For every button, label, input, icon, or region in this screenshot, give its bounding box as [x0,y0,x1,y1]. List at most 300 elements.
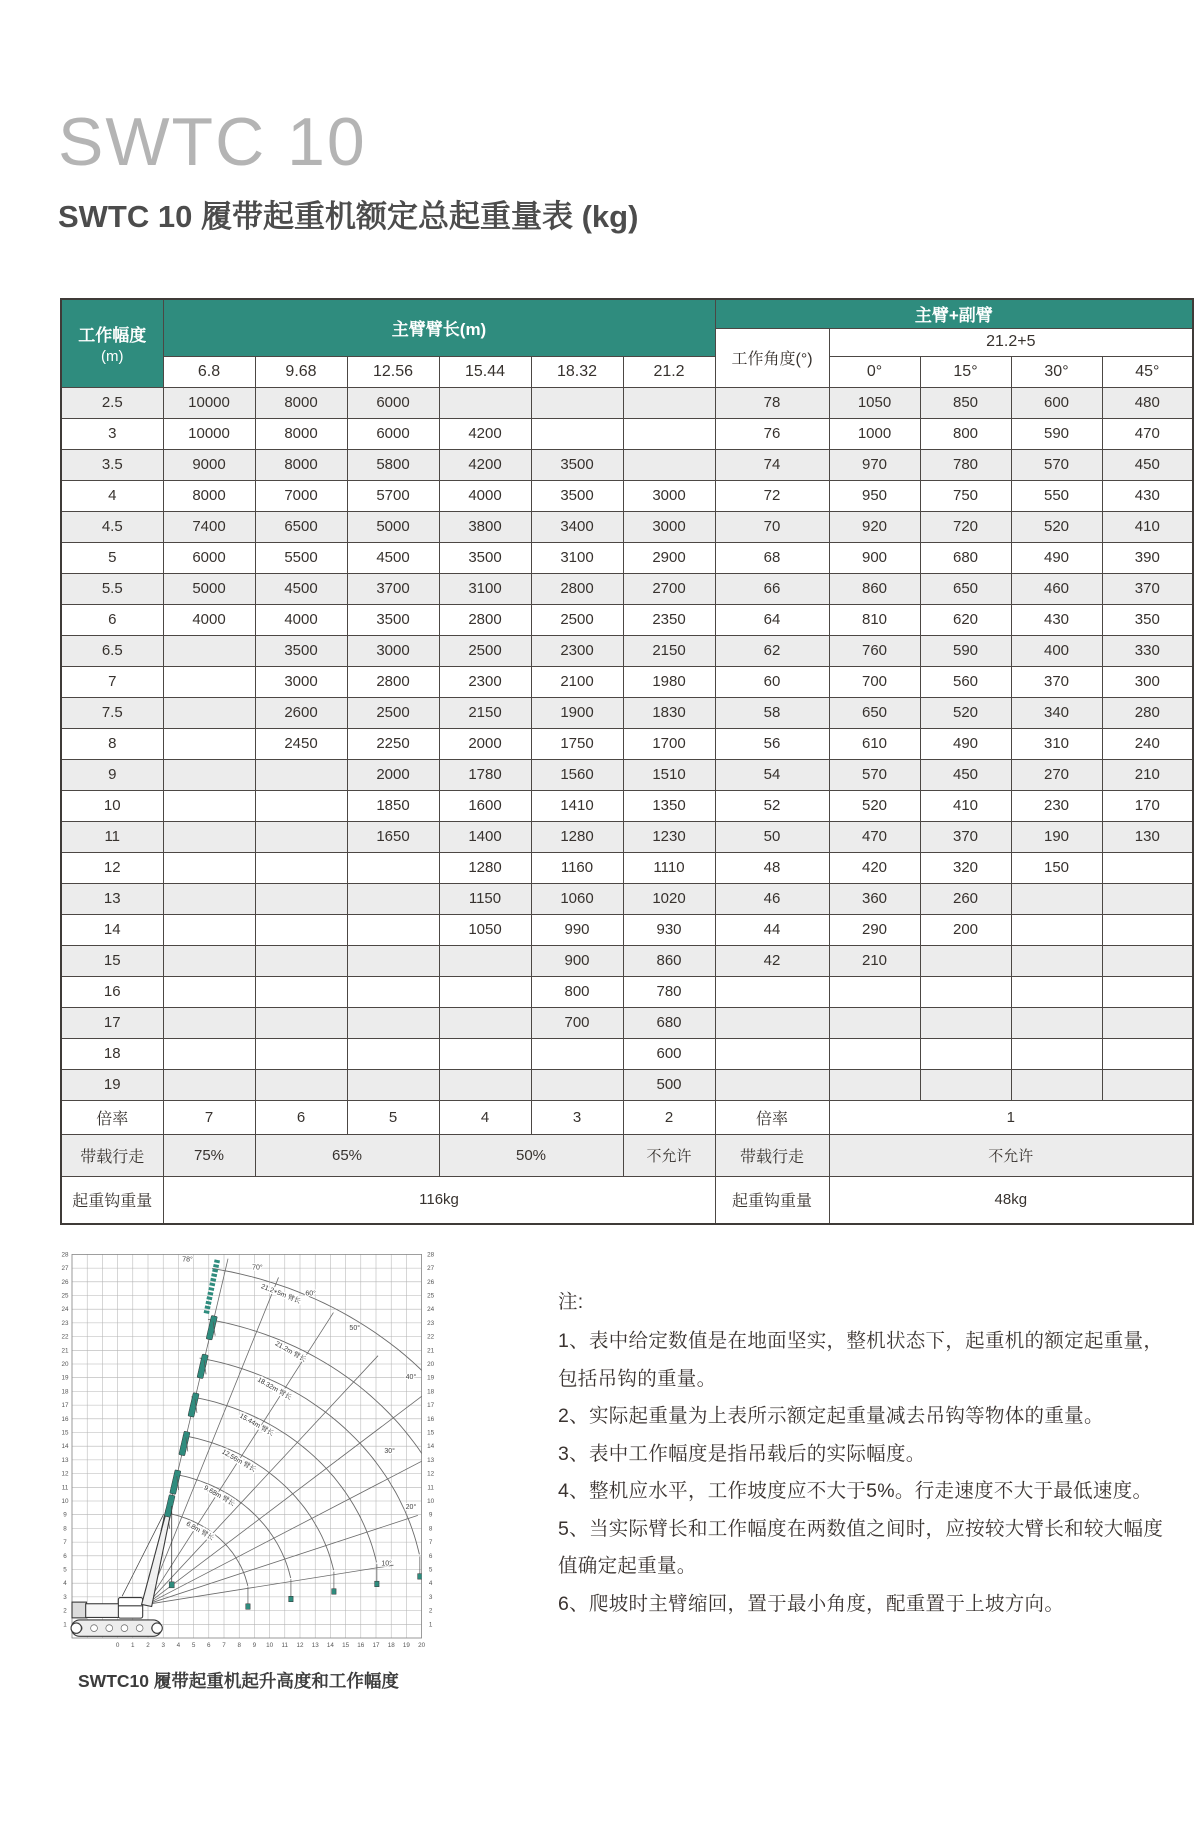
svg-text:24: 24 [61,1306,69,1314]
jib-capacity-cell: 450 [1102,449,1193,480]
svg-text:4: 4 [176,1642,181,1649]
jib-capacity-cell: 420 [829,852,920,883]
page-title: SWTC 10 [58,104,367,180]
svg-text:25: 25 [61,1292,69,1300]
svg-text:27: 27 [427,1265,435,1273]
svg-text:13: 13 [427,1456,435,1464]
jib-capacity-cell: 350 [1102,604,1193,635]
svg-text:12.56m 臂长: 12.56m 臂长 [220,1448,257,1474]
jib-capacity-cell: 260 [920,883,1011,914]
main-capacity-cell [163,728,255,759]
boom-length-header: 12.56 [347,356,439,387]
svg-text:21: 21 [61,1347,69,1355]
main-ratio-cell: 5 [347,1100,439,1134]
main-capacity-cell: 4500 [255,573,347,604]
main-capacity-cell: 2800 [347,666,439,697]
main-capacity-cell: 2000 [347,759,439,790]
notes-list [558,1323,1172,1623]
jib-capacity-cell [1102,1069,1193,1100]
main-capacity-cell [255,1038,347,1069]
jib-capacity-cell: 600 [1011,387,1102,418]
main-capacity-cell [255,945,347,976]
main-capacity-cell: 2000 [439,728,531,759]
svg-text:3: 3 [161,1642,165,1649]
main-capacity-cell [255,1007,347,1038]
main-capacity-cell: 1830 [623,697,715,728]
radius-cell: 3 [61,418,163,449]
jib-capacity-cell: 210 [829,945,920,976]
main-capacity-cell: 6000 [347,387,439,418]
svg-text:17: 17 [427,1402,435,1410]
main-capacity-cell [255,883,347,914]
svg-text:3: 3 [63,1593,67,1601]
main-capacity-cell: 900 [531,945,623,976]
main-travel-cell: 50% [439,1134,623,1176]
main-capacity-cell: 4200 [439,418,531,449]
svg-text:19: 19 [61,1374,69,1382]
main-capacity-cell [347,1038,439,1069]
main-capacity-cell: 3000 [623,511,715,542]
svg-text:4: 4 [428,1580,433,1588]
angle-cell: 44 [715,914,829,945]
main-capacity-cell [255,790,347,821]
radius-header [61,299,163,387]
jib-capacity-cell: 370 [1102,573,1193,604]
range-diagram [56,1248,476,1664]
radius-header-label: 工作幅度 [78,326,147,346]
radius-header-unit: (m) [101,348,124,366]
radius-cell: 3.5 [61,449,163,480]
svg-text:20: 20 [61,1361,69,1368]
svg-text:23: 23 [427,1319,435,1327]
main-capacity-cell [255,976,347,1007]
angle-cell: 74 [715,449,829,480]
radius-cell: 5 [61,542,163,573]
hook-weight-label: 起重钩重量 [715,1176,829,1224]
main-ratio-cell: 2 [623,1100,715,1134]
jib-capacity-cell: 280 [1102,697,1193,728]
svg-text:70°: 70° [252,1264,263,1272]
main-capacity-cell: 2150 [623,635,715,666]
main-travel-cell: 不允许 [623,1134,715,1176]
main-capacity-cell: 1020 [623,883,715,914]
table-row [61,635,1193,666]
svg-text:10: 10 [427,1498,435,1505]
radius-cell: 14 [61,914,163,945]
main-capacity-cell [163,759,255,790]
main-capacity-cell [347,914,439,945]
jib-capacity-cell: 520 [1011,511,1102,542]
svg-text:1: 1 [131,1642,135,1649]
jib-capacity-cell: 650 [829,697,920,728]
jib-capacity-cell: 520 [920,697,1011,728]
main-travel-cell: 75% [163,1134,255,1176]
jib-capacity-cell [1102,852,1193,883]
main-capacity-cell: 3100 [439,573,531,604]
svg-text:28: 28 [61,1251,69,1259]
main-capacity-cell [347,976,439,1007]
main-capacity-cell: 4000 [439,480,531,511]
jib-capacity-cell [1102,883,1193,914]
radius-cell: 8 [61,728,163,759]
main-capacity-cell [439,1038,531,1069]
main-capacity-cell: 2500 [531,604,623,635]
main-capacity-cell: 7400 [163,511,255,542]
svg-text:18: 18 [387,1642,395,1649]
jib-capacity-cell [920,945,1011,976]
svg-text:30°: 30° [384,1448,395,1456]
main-capacity-cell: 1060 [531,883,623,914]
angle-cell: 62 [715,635,829,666]
radius-cell: 6.5 [61,635,163,666]
jib-capacity-cell: 430 [1102,480,1193,511]
svg-text:15.44m 臂长: 15.44m 臂长 [238,1412,275,1438]
svg-text:5: 5 [428,1566,433,1574]
hook-weight-row [61,1176,1193,1224]
main-capacity-cell [439,1007,531,1038]
jib-capacity-cell [829,1038,920,1069]
svg-text:11: 11 [427,1484,434,1492]
svg-text:5: 5 [63,1566,67,1574]
main-capacity-cell: 1850 [347,790,439,821]
main-capacity-cell: 3500 [531,480,623,511]
main-capacity-cell [347,1007,439,1038]
svg-text:12: 12 [61,1470,69,1478]
jib-capacity-cell [829,1007,920,1038]
jib-capacity-cell [1011,914,1102,945]
jib-lattice [206,1258,217,1313]
boom-length-header: 21.2 [623,356,715,387]
main-capacity-cell [163,852,255,883]
note-item: 4、整机应水平，工作坡度应不大于5%。行走速度不大于最低速度。 [558,1480,1153,1503]
jib-capacity-cell: 400 [1011,635,1102,666]
jib-capacity-cell: 210 [1102,759,1193,790]
svg-text:6: 6 [207,1642,211,1649]
main-capacity-cell: 8000 [255,387,347,418]
svg-text:2: 2 [63,1607,67,1615]
angle-cell: 76 [715,418,829,449]
angle-cell: 48 [715,852,829,883]
main-capacity-cell: 2250 [347,728,439,759]
main-capacity-cell: 2300 [531,635,623,666]
jib-capacity-cell: 330 [1102,635,1193,666]
jib-capacity-cell: 240 [1102,728,1193,759]
boom-angle-lines [146,1259,425,1605]
svg-text:40°: 40° [405,1374,417,1382]
jib-capacity-cell: 340 [1011,697,1102,728]
main-capacity-cell: 3400 [531,511,623,542]
svg-text:10: 10 [61,1498,69,1505]
radius-cell: 7.5 [61,697,163,728]
svg-text:16: 16 [357,1642,365,1649]
main-capacity-cell: 6000 [347,418,439,449]
jib-capacity-cell: 860 [829,573,920,604]
diagram-grid [72,1254,422,1638]
table-row [61,604,1193,635]
svg-text:6: 6 [63,1552,67,1560]
jib-capacity-cell: 430 [1011,604,1102,635]
main-capacity-cell [163,914,255,945]
main-capacity-cell: 1560 [531,759,623,790]
main-capacity-cell: 4000 [255,604,347,635]
jib-capacity-cell: 470 [829,821,920,852]
jib-capacity-cell [1011,883,1102,914]
svg-text:0: 0 [115,1642,120,1649]
main-capacity-cell [163,1069,255,1100]
main-capacity-cell [163,1038,255,1069]
main-capacity-cell [531,1038,623,1069]
jib-capacity-cell [1102,976,1193,1007]
table-row [61,449,1193,480]
main-capacity-cell: 500 [623,1069,715,1100]
main-ratio-cell: 4 [439,1100,531,1134]
capacity-table-body [61,387,1193,1224]
main-capacity-cell [163,635,255,666]
jib-capacity-cell: 850 [920,387,1011,418]
jib-capacity-cell: 450 [920,759,1011,790]
main-capacity-cell: 3500 [255,635,347,666]
main-capacity-cell: 2300 [439,666,531,697]
table-row [61,914,1193,945]
jib-travel-cell: 不允许 [829,1134,1193,1176]
radius-cell: 17 [61,1007,163,1038]
header-row-1 [61,299,1193,328]
jib-capacity-cell [1102,914,1193,945]
jib-capacity-cell: 520 [829,790,920,821]
angle-cell [715,976,829,1007]
main-capacity-cell: 3500 [347,604,439,635]
svg-text:7: 7 [222,1642,226,1649]
header-row-3 [61,356,1193,387]
jib-capacity-cell: 200 [920,914,1011,945]
main-capacity-cell: 1750 [531,728,623,759]
angle-cell: 46 [715,883,829,914]
main-capacity-cell: 1050 [439,914,531,945]
main-capacity-cell: 3000 [255,666,347,697]
note-item: 2、实际起重量为上表所示额定起重量减去吊钩等物体的重量。 [558,1405,1104,1428]
jib-capacity-cell: 560 [920,666,1011,697]
svg-text:21.2+5m 臂长: 21.2+5m 臂长 [259,1283,302,1306]
svg-text:16: 16 [61,1415,69,1423]
main-capacity-cell [163,697,255,728]
table-row [61,573,1193,604]
main-capacity-cell [255,821,347,852]
main-capacity-cell: 1600 [439,790,531,821]
svg-text:2: 2 [428,1607,433,1615]
jib-capacity-cell: 680 [920,542,1011,573]
main-capacity-cell [255,852,347,883]
main-capacity-cell: 1150 [439,883,531,914]
jib-capacity-cell: 620 [920,604,1011,635]
main-capacity-cell: 5500 [255,542,347,573]
main-capacity-cell: 8000 [255,449,347,480]
svg-text:26: 26 [61,1278,69,1286]
main-ratio-cell: 6 [255,1100,347,1134]
angle-cell: 60 [715,666,829,697]
main-capacity-cell: 930 [623,914,715,945]
table-row [61,697,1193,728]
svg-text:23: 23 [61,1319,69,1327]
main-capacity-cell: 8000 [255,418,347,449]
svg-text:5: 5 [191,1642,196,1649]
main-capacity-cell: 3800 [439,511,531,542]
table-row [61,976,1193,1007]
jib-capacity-cell: 360 [829,883,920,914]
jib-capacity-cell: 410 [1102,511,1193,542]
main-capacity-cell: 6000 [163,542,255,573]
boom-length-header: 15.44 [439,356,531,387]
svg-text:19: 19 [402,1642,410,1649]
main-capacity-cell: 1780 [439,759,531,790]
jib-capacity-cell [829,976,920,1007]
radius-cell: 18 [61,1038,163,1069]
angle-cell: 54 [715,759,829,790]
svg-text:6.8m 臂长: 6.8m 臂长 [184,1520,215,1542]
diagram-caption: SWTC10 履带起重机起升高度和工作幅度 [78,1671,399,1691]
svg-text:6: 6 [428,1552,433,1560]
main-capacity-cell [255,914,347,945]
svg-text:25: 25 [427,1292,435,1300]
svg-text:20°: 20° [405,1504,417,1512]
main-capacity-cell: 1350 [623,790,715,821]
svg-text:28: 28 [427,1251,435,1259]
svg-text:11: 11 [61,1484,69,1492]
main-capacity-cell: 3000 [623,480,715,511]
jib-capacity-cell [920,1007,1011,1038]
jib-capacity-cell: 170 [1102,790,1193,821]
main-capacity-cell: 4500 [347,542,439,573]
jib-capacity-cell: 150 [1011,852,1102,883]
main-capacity-cell: 3700 [347,573,439,604]
main-capacity-cell: 3500 [531,449,623,480]
radius-cell: 15 [61,945,163,976]
jib-capacity-cell: 490 [1011,542,1102,573]
angle-cell [715,1038,829,1069]
jib-capacity-cell: 920 [829,511,920,542]
angle-cell: 52 [715,790,829,821]
main-capacity-cell [163,976,255,1007]
svg-text:17: 17 [372,1642,380,1649]
table-row [61,759,1193,790]
table-title: SWTC 10 履带起重机额定总起重量表 (kg) [58,199,639,234]
jib-capacity-cell: 570 [829,759,920,790]
main-capacity-cell: 1400 [439,821,531,852]
main-capacity-cell [439,945,531,976]
jib-capacity-cell: 780 [920,449,1011,480]
table-row [61,852,1193,883]
main-capacity-cell [623,449,715,480]
angle-cell [715,1007,829,1038]
jib-capacity-cell: 800 [920,418,1011,449]
main-capacity-cell: 860 [623,945,715,976]
note-item: 1、表中给定数值是在地面坚实，整机状态下，起重机的额定起重量，包括吊钩的重量。 [558,1330,1164,1390]
radius-cell: 5.5 [61,573,163,604]
svg-text:9: 9 [63,1511,67,1519]
radius-cell: 10 [61,790,163,821]
svg-text:10°: 10° [381,1560,392,1568]
main-capacity-cell: 2900 [623,542,715,573]
ratio-row [61,1100,1193,1134]
angle-cell: 56 [715,728,829,759]
jib-capacity-cell: 130 [1102,821,1193,852]
table-row [61,728,1193,759]
svg-text:22: 22 [61,1333,69,1341]
jib-capacity-cell: 1000 [829,418,920,449]
svg-text:24: 24 [427,1306,435,1314]
jib-capacity-cell: 460 [1011,573,1102,604]
main-capacity-cell [163,883,255,914]
jib-capacity-cell: 550 [1011,480,1102,511]
main-capacity-cell: 1280 [439,852,531,883]
jib-capacity-cell [920,976,1011,1007]
travel-label: 带载行走 [61,1134,163,1176]
svg-text:11: 11 [281,1642,289,1649]
table-row [61,1069,1193,1100]
jib-angle-header: 15° [920,356,1011,387]
svg-text:17: 17 [61,1402,69,1410]
svg-text:26: 26 [427,1278,435,1286]
angle-cell: 58 [715,697,829,728]
main-capacity-cell: 4000 [163,604,255,635]
main-capacity-cell: 1650 [347,821,439,852]
note-item: 5、当实际臂长和工作幅度在两数值之间时，应按较大臂长和较大幅度值确定起重量。 [558,1517,1164,1578]
main-ratio-cell: 3 [531,1100,623,1134]
main-capacity-cell: 1110 [623,852,715,883]
main-capacity-cell [347,852,439,883]
notes-title: 注: [558,1291,584,1313]
jib-capacity-cell: 1050 [829,387,920,418]
main-capacity-cell: 1280 [531,821,623,852]
svg-text:13: 13 [311,1642,319,1649]
svg-text:10: 10 [266,1642,274,1649]
svg-text:9: 9 [252,1642,257,1649]
jib-capacity-cell: 390 [1102,542,1193,573]
main-capacity-cell: 700 [531,1007,623,1038]
boom-length-header: 9.68 [255,356,347,387]
jib-capacity-cell: 490 [920,728,1011,759]
svg-text:1: 1 [428,1621,433,1629]
jib-capacity-cell: 590 [1011,418,1102,449]
note-item: 6、爬坡时主臂缩回，置于最小角度，配重置于上坡方向。 [558,1592,1065,1615]
capacity-table-head [61,299,1193,387]
main-capacity-cell [255,759,347,790]
jib-capacity-cell: 320 [920,852,1011,883]
notes-section [558,1284,1172,1623]
main-capacity-cell [163,821,255,852]
jib-capacity-cell [1011,1007,1102,1038]
main-capacity-cell: 5000 [163,573,255,604]
svg-text:9.68m 臂长: 9.68m 臂长 [202,1484,236,1508]
jib-hook-weight-cell: 48kg [829,1176,1193,1224]
angle-cell: 70 [715,511,829,542]
svg-text:8: 8 [428,1525,433,1533]
svg-text:18.32m 臂长: 18.32m 臂长 [255,1376,293,1402]
main-capacity-cell [623,387,715,418]
jib-capacity-cell [1102,1007,1193,1038]
jib-angle-header: 30° [1011,356,1102,387]
travel-row [61,1134,1193,1176]
jib-section-header: 主臂+副臂 [715,299,1193,328]
svg-text:20: 20 [418,1642,426,1649]
jib-angle-header: 0° [829,356,920,387]
svg-text:13: 13 [61,1456,69,1464]
svg-text:8: 8 [237,1642,241,1649]
main-capacity-cell [531,418,623,449]
jib-capacity-cell: 760 [829,635,920,666]
main-capacity-cell: 3100 [531,542,623,573]
main-capacity-cell [623,418,715,449]
jib-capacity-cell: 470 [1102,418,1193,449]
